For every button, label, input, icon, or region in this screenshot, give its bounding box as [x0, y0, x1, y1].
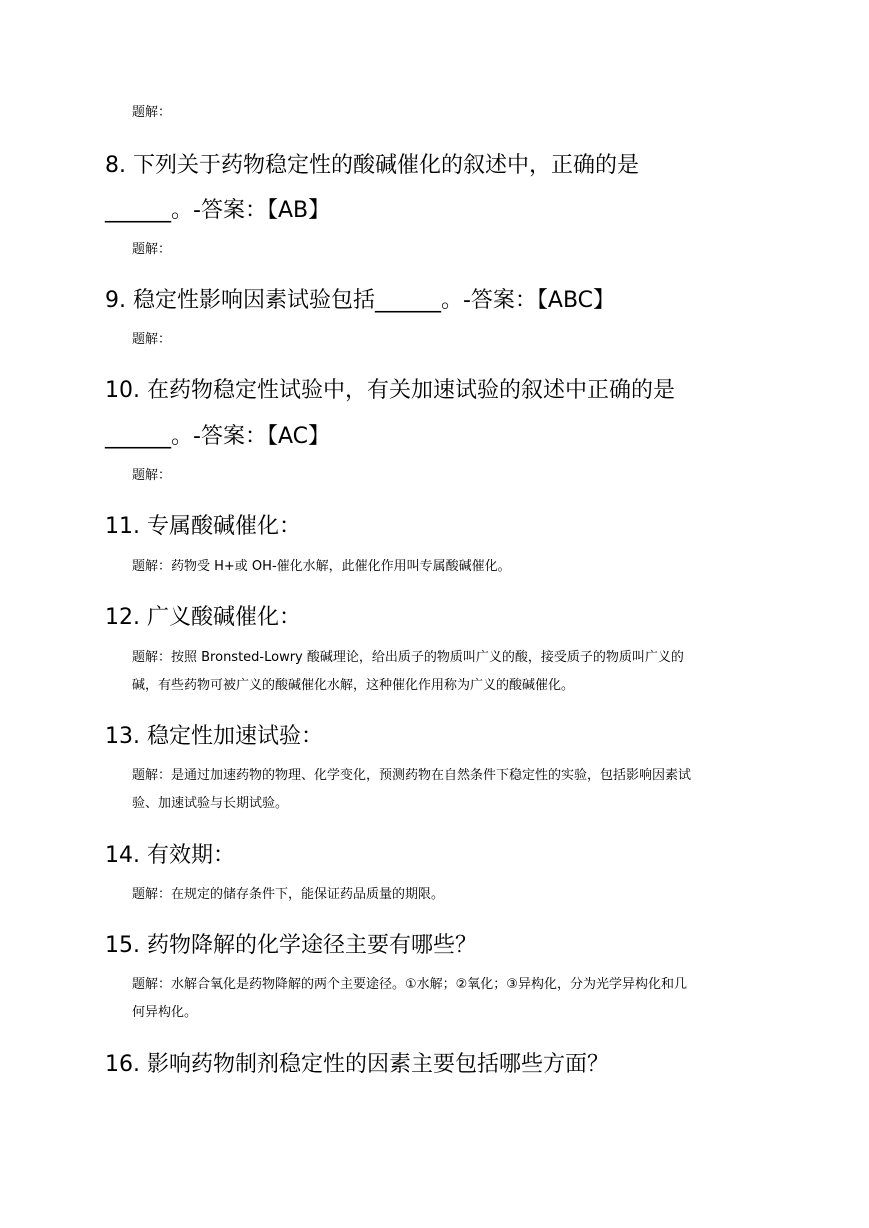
answer-line-q15-2: 何异构化。	[132, 1005, 198, 1020]
answer-line-q13-1: 题解：是通过加速药物的物理、化学变化，预测药物在自然条件下稳定性的实验，包括影响因素试	[132, 768, 692, 783]
answer-line-q12-1: 题解：按照 Bronsted-Lowry 酸碱理论，给出质子的物质叫广义的酸，接受质子的物质叫广义的	[132, 650, 684, 665]
question-8-line-1: 8. 下列关于药物稳定性的酸碱催化的叙述中，正确的是	[105, 153, 639, 178]
question-13: 13. 稳定性加速试验：	[105, 724, 323, 749]
question-16: 16. 影响药物制剂稳定性的因素主要包括哪些方面？	[105, 1052, 609, 1077]
question-11: 11. 专属酸碱催化：	[105, 514, 301, 539]
answer-line-q10: 题解：	[132, 468, 172, 483]
question-12: 12. 广义酸碱催化：	[105, 605, 301, 630]
question-10-line-2: ______。-答案：【AC】	[105, 424, 330, 449]
answer-line-q12-2: 碱，有些药物可被广义的酸碱催化水解，这种催化作用称为广义的酸碱催化。	[132, 678, 575, 693]
question-15: 15. 药物降解的化学途径主要有哪些？	[105, 933, 477, 958]
answer-line-q13-2: 验、加速试验与长期试验。	[132, 796, 289, 811]
answer-line-q9: 题解：	[132, 332, 172, 347]
question-9: 9. 稳定性影响因素试验包括______。-答案：【ABC】	[105, 288, 616, 313]
question-10-line-1: 10. 在药物稳定性试验中，有关加速试验的叙述中正确的是	[105, 378, 675, 403]
question-14: 14. 有效期：	[105, 843, 235, 868]
answer-line-q15-1: 题解：水解合氧化是药物降解的两个主要途径。①水解；②氧化；③异构化，分为光学异构化和几	[132, 977, 687, 992]
answer-line-q7: 题解：	[132, 105, 172, 120]
answer-line-q11: 题解：药物受 H+或 OH-催化水解，此催化作用叫专属酸碱催化。	[132, 559, 511, 574]
question-8-line-2: ______。-答案：【AB】	[105, 198, 331, 223]
answer-line-q8: 题解：	[132, 242, 172, 257]
answer-line-q14: 题解：在规定的储存条件下，能保证药品质量的期限。	[132, 887, 445, 902]
